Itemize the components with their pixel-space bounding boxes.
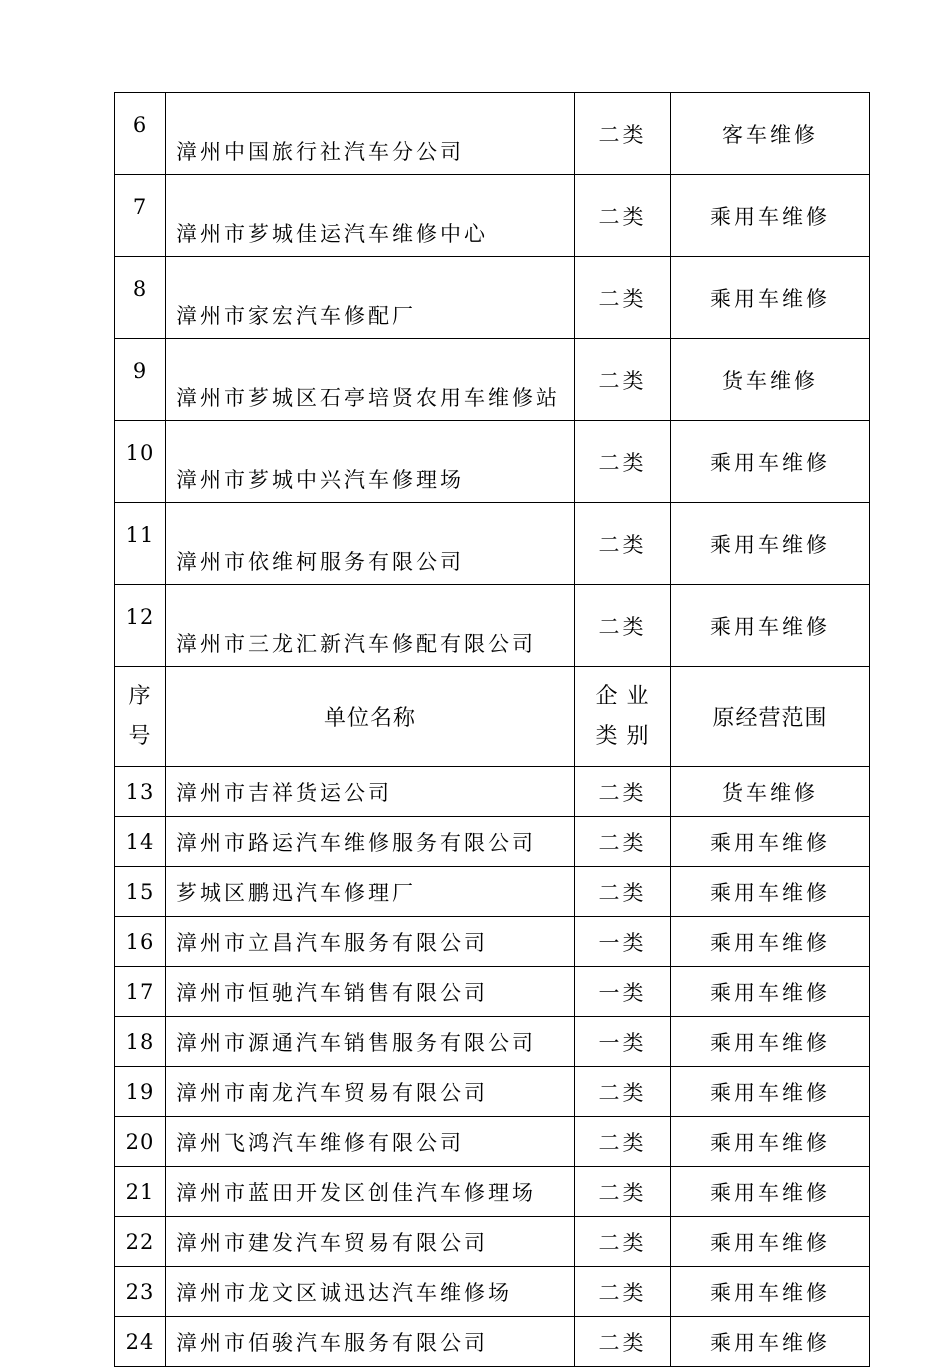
row-number: 19 xyxy=(115,1067,166,1117)
header-company-name: 单位名称 xyxy=(166,667,575,767)
enterprise-category: 二类 xyxy=(575,503,671,585)
row-number: 23 xyxy=(115,1267,166,1317)
enterprise-category: 二类 xyxy=(575,867,671,917)
header-category-line-2: 类 别 xyxy=(595,723,650,749)
business-scope: 乘用车维修 xyxy=(671,1267,870,1317)
business-scope: 乘用车维修 xyxy=(671,175,870,257)
company-name: 漳州市立昌汽车服务有限公司 xyxy=(166,917,575,967)
company-name: 漳州市源通汽车销售服务有限公司 xyxy=(166,1017,575,1067)
enterprise-category: 二类 xyxy=(575,767,671,817)
business-scope: 乘用车维修 xyxy=(671,867,870,917)
table-row xyxy=(115,503,870,585)
company-name: 漳州市蓝田开发区创佳汽车修理场 xyxy=(166,1167,575,1217)
business-scope: 乘用车维修 xyxy=(671,1017,870,1067)
table-row xyxy=(115,1267,870,1317)
table-row xyxy=(115,1317,870,1367)
business-scope: 乘用车维修 xyxy=(671,421,870,503)
row-number: 22 xyxy=(115,1217,166,1267)
row-number: 24 xyxy=(115,1317,166,1367)
business-scope: 乘用车维修 xyxy=(671,917,870,967)
company-name: 漳州市南龙汽车贸易有限公司 xyxy=(166,1067,575,1117)
business-scope: 乘用车维修 xyxy=(671,967,870,1017)
row-number: 21 xyxy=(115,1167,166,1217)
enterprise-category: 二类 xyxy=(575,1217,671,1267)
table-row xyxy=(115,1167,870,1217)
company-name: 漳州市芗城佳运汽车维修中心 xyxy=(166,175,575,257)
table-row xyxy=(115,917,870,967)
company-name: 漳州市恒驰汽车销售有限公司 xyxy=(166,967,575,1017)
table-row xyxy=(115,93,870,175)
row-number: 14 xyxy=(115,817,166,867)
row-number: 6 xyxy=(115,93,166,175)
enterprise-category: 二类 xyxy=(575,1167,671,1217)
company-name: 漳州市建发汽车贸易有限公司 xyxy=(166,1217,575,1267)
business-scope: 乘用车维修 xyxy=(671,1317,870,1367)
table-header-row xyxy=(115,667,870,767)
company-name: 漳州市家宏汽车修配厂 xyxy=(166,257,575,339)
enterprise-category: 二类 xyxy=(575,1267,671,1317)
company-name: 漳州市路运汽车维修服务有限公司 xyxy=(166,817,575,867)
document-page xyxy=(114,92,869,1367)
company-name: 漳州市三龙汇新汽车修配有限公司 xyxy=(166,585,575,667)
header-enterprise-category xyxy=(575,667,671,767)
enterprise-category: 二类 xyxy=(575,1317,671,1367)
enterprise-table xyxy=(114,92,870,1367)
business-scope: 货车维修 xyxy=(671,339,870,421)
table-row xyxy=(115,867,870,917)
row-number: 15 xyxy=(115,867,166,917)
business-scope: 乘用车维修 xyxy=(671,257,870,339)
row-number: 11 xyxy=(115,503,166,585)
header-serial-number xyxy=(115,667,166,767)
header-serial-line-2: 号 xyxy=(128,723,152,749)
table-row xyxy=(115,257,870,339)
row-number: 8 xyxy=(115,257,166,339)
business-scope: 乘用车维修 xyxy=(671,817,870,867)
enterprise-category: 二类 xyxy=(575,1067,671,1117)
row-number: 12 xyxy=(115,585,166,667)
header-category-line-1: 企 业 xyxy=(595,683,650,709)
company-name: 漳州市龙文区诚迅达汽车维修场 xyxy=(166,1267,575,1317)
business-scope: 乘用车维修 xyxy=(671,1167,870,1217)
table-row xyxy=(115,585,870,667)
table-row xyxy=(115,1017,870,1067)
company-name: 漳州市芗城中兴汽车修理场 xyxy=(166,421,575,503)
business-scope: 乘用车维修 xyxy=(671,1117,870,1167)
enterprise-category: 二类 xyxy=(575,93,671,175)
header-serial-line-1: 序 xyxy=(128,683,152,709)
business-scope: 乘用车维修 xyxy=(671,585,870,667)
row-number: 7 xyxy=(115,175,166,257)
business-scope: 乘用车维修 xyxy=(671,1217,870,1267)
enterprise-category: 二类 xyxy=(575,585,671,667)
table-row xyxy=(115,767,870,817)
enterprise-category: 一类 xyxy=(575,1017,671,1067)
row-number: 18 xyxy=(115,1017,166,1067)
company-name: 漳州飞鸿汽车维修有限公司 xyxy=(166,1117,575,1167)
row-number: 10 xyxy=(115,421,166,503)
table-row xyxy=(115,421,870,503)
company-name: 漳州中国旅行社汽车分公司 xyxy=(166,93,575,175)
enterprise-category: 一类 xyxy=(575,917,671,967)
business-scope: 货车维修 xyxy=(671,767,870,817)
business-scope: 客车维修 xyxy=(671,93,870,175)
table-row xyxy=(115,1067,870,1117)
company-name: 漳州市佰骏汽车服务有限公司 xyxy=(166,1317,575,1367)
table-row xyxy=(115,1117,870,1167)
row-number: 16 xyxy=(115,917,166,967)
company-name: 漳州市芗城区石亭培贤农用车维修站 xyxy=(166,339,575,421)
table-row xyxy=(115,339,870,421)
company-name: 芗城区鹏迅汽车修理厂 xyxy=(166,867,575,917)
company-name: 漳州市依维柯服务有限公司 xyxy=(166,503,575,585)
enterprise-category: 二类 xyxy=(575,257,671,339)
company-name: 漳州市吉祥货运公司 xyxy=(166,767,575,817)
enterprise-category: 一类 xyxy=(575,967,671,1017)
enterprise-category: 二类 xyxy=(575,339,671,421)
row-number: 9 xyxy=(115,339,166,421)
row-number: 13 xyxy=(115,767,166,817)
business-scope: 乘用车维修 xyxy=(671,1067,870,1117)
table-row xyxy=(115,967,870,1017)
table-row xyxy=(115,175,870,257)
enterprise-category: 二类 xyxy=(575,421,671,503)
header-business-scope: 原经营范围 xyxy=(671,667,870,767)
row-number: 17 xyxy=(115,967,166,1017)
business-scope: 乘用车维修 xyxy=(671,503,870,585)
table-body xyxy=(115,93,870,1367)
table-row xyxy=(115,1217,870,1267)
enterprise-category: 二类 xyxy=(575,175,671,257)
enterprise-category: 二类 xyxy=(575,817,671,867)
row-number: 20 xyxy=(115,1117,166,1167)
table-row xyxy=(115,817,870,867)
enterprise-category: 二类 xyxy=(575,1117,671,1167)
